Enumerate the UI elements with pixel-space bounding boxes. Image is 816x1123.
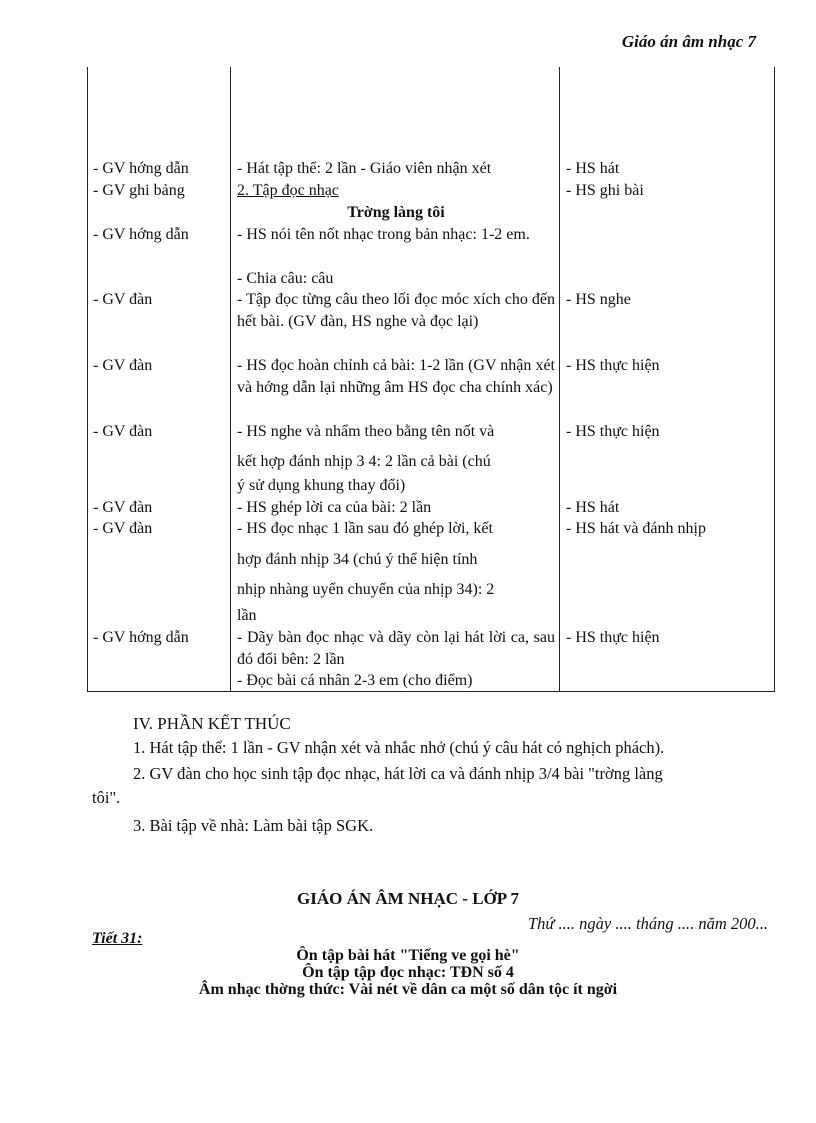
content-cell: - Đọc bài cá nhân 2-3 em (cho điểm) bbox=[237, 672, 473, 689]
content-subheading: 2. Tập đọc nhạc bbox=[237, 182, 339, 199]
paragraph: 1. Hát tập thể: 1 lần - GV nhận xét và nhắc nhở (chú ý câu hát có nghịch phách). bbox=[133, 738, 665, 757]
paragraph-continuation: tôi". bbox=[92, 788, 121, 807]
teacher-cell: - GV hớng dẫn bbox=[93, 160, 189, 177]
column-divider bbox=[559, 67, 560, 691]
lesson-topic-1: Ôn tập bài hát "Tiếng ve gọi hè" bbox=[296, 947, 520, 964]
lesson-plan-title: GIÁO ÁN ÂM NHẠC - LỚP 7 bbox=[297, 889, 519, 908]
content-cell: - Tập đọc từng câu theo lối đọc móc xích cho đến hết bài. (GV đàn, HS nghe và đọc lại) bbox=[237, 291, 555, 330]
paragraph: 3. Bài tập về nhà: Làm bài tập SGK. bbox=[133, 816, 374, 835]
content-line: ý sử dụng khung thay đổi) bbox=[237, 477, 406, 494]
teacher-cell: - GV ghi bảng bbox=[93, 182, 185, 199]
page-header-title: Giáo án âm nhạc 7 bbox=[621, 32, 756, 51]
lesson-topic-3: Âm nhạc thờng thức: Vài nét về dân ca một số dân tộc ít ngời bbox=[198, 981, 618, 998]
content-cell: - Chia câu: câu bbox=[237, 270, 334, 287]
student-cell: - HS ghi bài bbox=[566, 182, 644, 199]
student-cell: - HS hát và đánh nhịp bbox=[566, 520, 706, 537]
content-cell: - HS đọc hoàn chỉnh cả bài: 1-2 lần (GV nhận xét và hớng dẫn lại những âm HS đọc cha chính xác) bbox=[237, 357, 555, 396]
content-line: kết hợp đánh nhịp 3 4: 2 lần cả bài (chú bbox=[237, 453, 491, 470]
content-cell: - HS nói tên nốt nhạc trong bản nhạc: 1-2 em. bbox=[237, 226, 530, 243]
lesson-number: Tiết 31: bbox=[92, 930, 143, 947]
teacher-cell: - GV hớng dẫn bbox=[93, 629, 189, 646]
song-title: Trờng làng tôi bbox=[347, 204, 445, 221]
teacher-cell: - GV đàn bbox=[93, 499, 153, 516]
content-cell: - Dãy bàn đọc nhạc và dãy còn lại hát lời ca, sau đó đổi bên: 2 lần bbox=[237, 629, 555, 668]
content-cell: - HS ghép lời ca của bài: 2 lần bbox=[237, 499, 432, 516]
student-cell: - HS hát bbox=[566, 499, 620, 516]
student-cell: - HS thực hiện bbox=[566, 423, 660, 440]
student-cell: - HS thực hiện bbox=[566, 357, 660, 374]
section-heading: IV. PHẦN KẾT THÚC bbox=[133, 714, 291, 733]
teacher-cell: - GV đàn bbox=[93, 291, 153, 308]
student-cell: - HS hát bbox=[566, 160, 620, 177]
student-cell: - HS nghe bbox=[566, 291, 631, 308]
date-line: Thứ .... ngày .... tháng .... năm 200... bbox=[528, 914, 768, 933]
content-cell: - Hát tập thể: 2 lần - Giáo viên nhận xét bbox=[237, 160, 492, 177]
paragraph: 2. GV đàn cho học sinh tập đọc nhạc, hát lời ca và đánh nhịp 3/4 bài "trờng làng bbox=[133, 764, 663, 783]
content-line: - HS nghe và nhẩm theo bằng tên nốt và bbox=[237, 423, 495, 440]
content-cell bbox=[237, 180, 555, 202]
teacher-cell: - GV đàn bbox=[93, 520, 153, 537]
lesson-topic-2: Ôn tập tập đọc nhạc: TĐN số 4 bbox=[302, 964, 514, 981]
student-cell: - HS thực hiện bbox=[566, 629, 660, 646]
lesson-activity-table bbox=[87, 67, 775, 692]
content-line: nhịp nhàng uyển chuyển của nhịp 34): 2 bbox=[237, 581, 495, 598]
content-line: lần bbox=[237, 607, 257, 624]
teacher-cell: - GV đàn bbox=[93, 423, 153, 440]
teacher-cell: - GV đàn bbox=[93, 357, 153, 374]
teacher-cell: - GV hớng dẫn bbox=[93, 226, 189, 243]
content-line: - HS đọc nhạc 1 lần sau đó ghép lời, kết bbox=[237, 520, 493, 537]
column-divider bbox=[230, 67, 231, 691]
content-line: hợp đánh nhịp 34 (chú ý thể hiện tính bbox=[237, 551, 478, 568]
